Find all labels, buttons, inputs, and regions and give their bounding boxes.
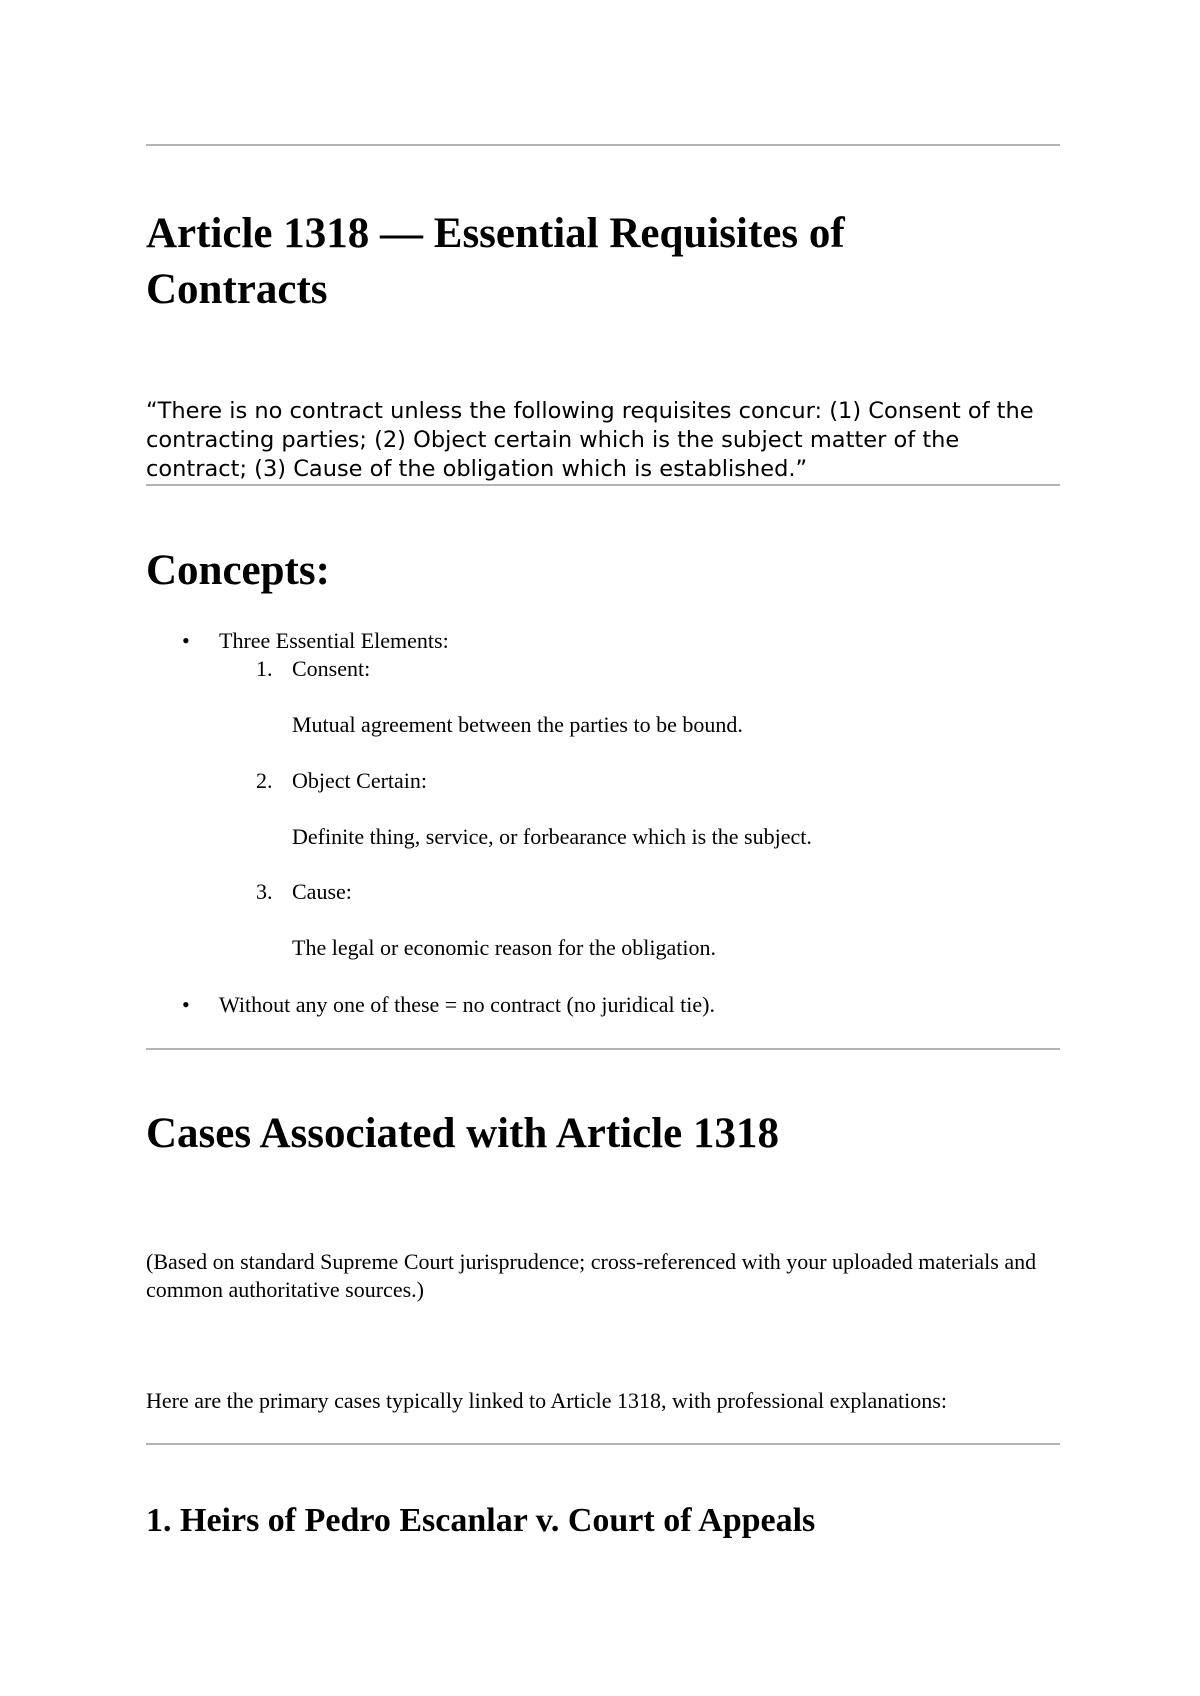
horizontal-rule	[146, 1048, 1060, 1050]
concepts-heading: Concepts:	[146, 547, 330, 594]
horizontal-rule	[146, 144, 1060, 146]
bullet-icon: •	[182, 992, 190, 1017]
case-title: 1. Heirs of Pedro Escanlar v. Court of Appeals	[146, 1502, 816, 1539]
element-description: Definite thing, service, or forbearance which is the subject.	[292, 824, 812, 849]
article-title-line2: Contracts	[146, 266, 328, 313]
cases-note: (Based on standard Supreme Court jurisprudence; cross-referenced with your uploaded materials and common authoritative sources.)	[146, 1249, 1037, 1302]
element-description: Mutual agreement between the parties to be bound.	[292, 712, 743, 737]
element-label: Consent:	[292, 656, 371, 681]
element-description: The legal or economic reason for the obligation.	[292, 935, 716, 960]
article-quote: “There is no contract unless the following requisites concur: (1) Consent of the contracting parties; (2) Object certain which is the subject matter of the contract; (3) Cause of the obligation which is established.”	[146, 398, 1034, 482]
bullet-text: Without any one of these = no contract (no juridical tie).	[219, 992, 715, 1017]
list-number: 2.	[256, 768, 273, 793]
list-number: 3.	[256, 879, 273, 904]
cases-intro: Here are the primary cases typically linked to Article 1318, with professional explanations:	[146, 1388, 947, 1413]
article-title-line1: Article 1318 — Essential Requisites of	[146, 210, 845, 257]
cases-heading: Cases Associated with Article 1318	[146, 1110, 779, 1157]
horizontal-rule	[146, 1443, 1060, 1445]
bullet-icon: •	[182, 628, 190, 653]
element-label: Object Certain:	[292, 768, 428, 793]
bullet-text: Three Essential Elements:	[219, 628, 449, 653]
horizontal-rule	[146, 484, 1060, 486]
element-label: Cause:	[292, 879, 352, 904]
list-number: 1.	[256, 656, 273, 681]
article-title	[146, 206, 1060, 318]
